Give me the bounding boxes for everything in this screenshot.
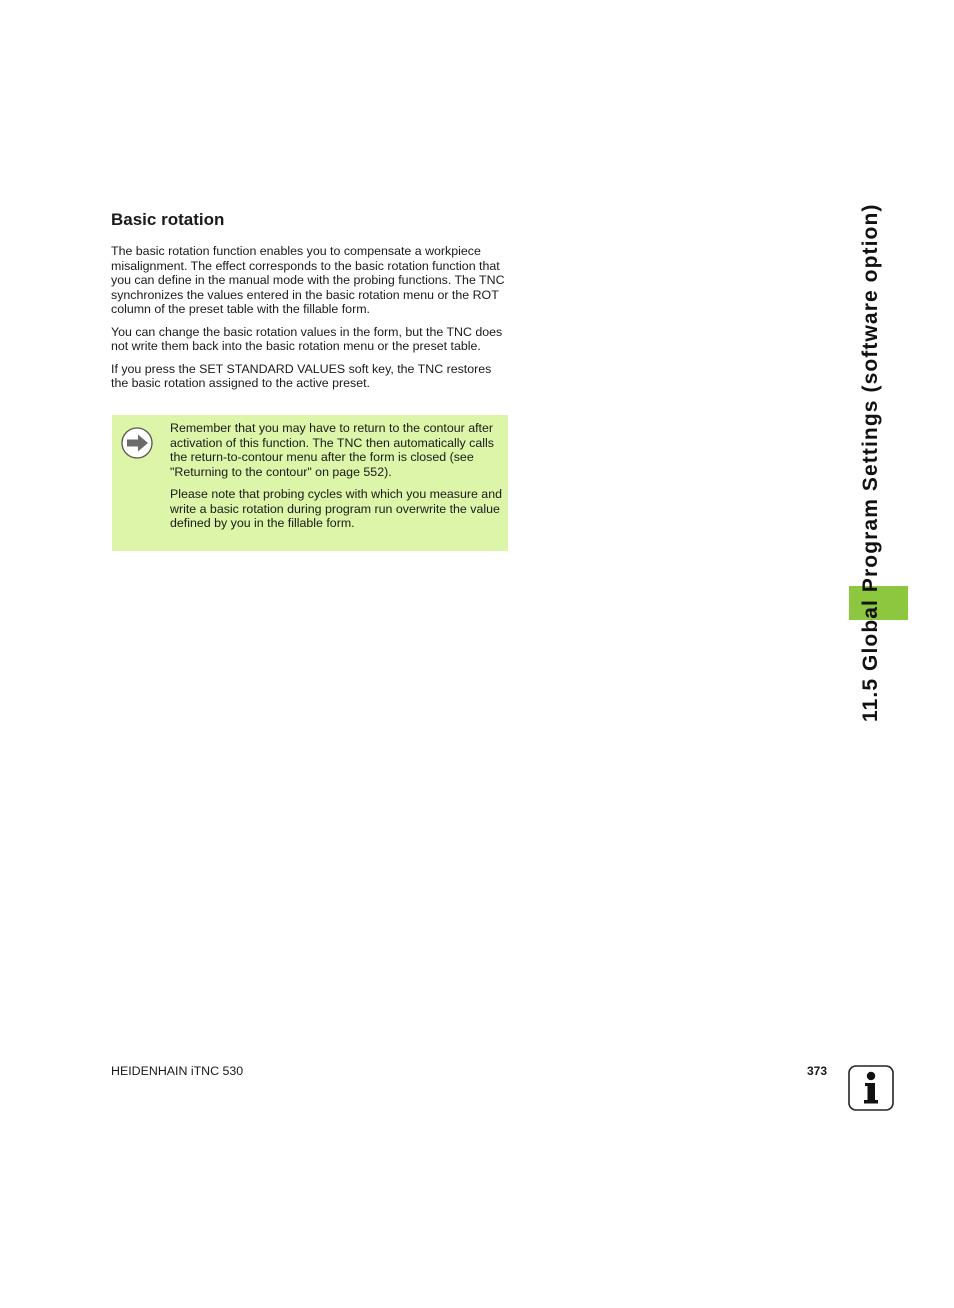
body-paragraph: If you press the SET STANDARD VALUES soft key, the TNC restores the basic rotation assigned to the active preset. xyxy=(111,361,492,390)
note-box xyxy=(112,415,508,551)
section-body xyxy=(111,244,509,399)
note-text xyxy=(170,421,502,539)
chapter-side-title: 11.5 Global Program Settings (software option) xyxy=(859,203,882,722)
footer-product: HEIDENHAIN iTNC 530 xyxy=(111,1064,244,1078)
section-heading: Basic rotation xyxy=(111,210,225,229)
note-paragraph: Remember that you may have to return to the contour after activation of this function. The TNC then automatically calls the return-to-contour menu after the form is closed (see "Returning to the contour" on page 552). xyxy=(170,421,494,479)
body-paragraph: You can change the basic rotation values in the form, but the TNC does not write them back into the basic rotation menu or the preset table. xyxy=(111,324,503,353)
arrow-right-icon xyxy=(121,427,153,459)
body-paragraph: The basic rotation function enables you to compensate a workpiece misalignment. The effect corresponds to the basic rotation function that you can define in the manual mode with the probing functions. The TNC synchronizes the values entered in the basic rotation menu or the ROT column of the preset table with the fillable form. xyxy=(111,244,505,316)
note-paragraph: Please note that probing cycles with which you measure and write a basic rotation during program run overwrite the value defined by you in the fillable form. xyxy=(170,487,502,530)
info-icon xyxy=(848,1065,894,1111)
page-number: 373 xyxy=(807,1064,828,1078)
